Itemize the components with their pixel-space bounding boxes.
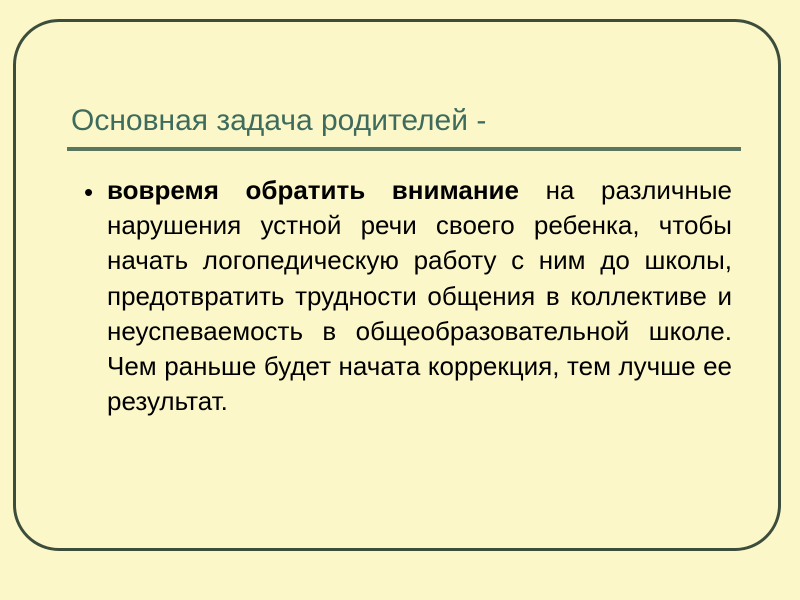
bullet-paragraph <box>107 173 732 419</box>
title-underline <box>67 147 741 151</box>
bullet-body-text: на различные нарушения устной речи своего ребенка, чтобы начать логопедическую работу с ним до школы, предотвратить трудности общения в коллективе и неуспеваемость в общеобразовательной школе. Чем раньше будет начата коррекция, тем лучше ее результат. <box>107 175 732 417</box>
bullet-marker: • <box>84 177 94 207</box>
bullet-lead-bold: вовремя обратить внимание <box>107 175 519 205</box>
slide-title: Основная задача родителей - <box>71 104 487 137</box>
